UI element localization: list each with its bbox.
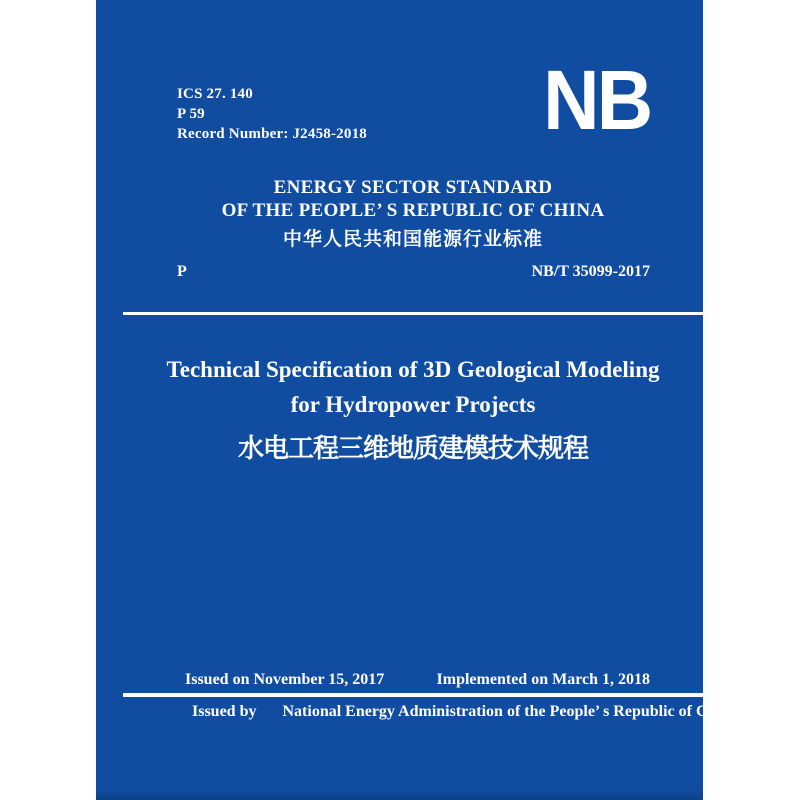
standard-number-row <box>177 262 650 282</box>
standard-number: NB/T 35099-2017 <box>531 263 650 280</box>
standard-heading-en-line2: OF THE PEOPLE’ S REPUBLIC OF CHINA <box>221 200 605 221</box>
class-letter: P <box>177 263 187 280</box>
classification-code: P 59 <box>177 106 205 122</box>
bottom-divider-line <box>123 693 703 697</box>
issued-date: Issued on November 15, 2017 <box>185 671 385 688</box>
top-divider-line <box>123 312 703 315</box>
main-title-en-line2: for Hydropower Projects <box>290 392 536 417</box>
issued-by-value: National Energy Administration of the People’ s Republic of China <box>282 703 738 720</box>
main-title <box>123 352 703 466</box>
issued-by-row <box>192 701 738 723</box>
ics-code: ICS 27. 140 <box>177 86 253 102</box>
record-number: Record Number: J2458-2018 <box>177 126 367 142</box>
dates-row <box>185 670 650 690</box>
code-block <box>177 84 367 144</box>
standard-heading-zh: 中华人民共和国能源行业标准 <box>282 229 543 250</box>
standard-heading <box>123 176 703 252</box>
main-title-zh: 水电工程三维地质建模技术规程 <box>237 433 588 463</box>
standard-cover-page <box>96 0 738 800</box>
nb-logo: NB <box>542 53 650 147</box>
standard-heading-en-line1: ENERGY SECTOR STANDARD <box>273 177 553 198</box>
implemented-date: Implemented on March 1, 2018 <box>436 671 650 688</box>
main-title-en-line1: Technical Specification of 3D Geological Modeling <box>166 357 660 382</box>
issued-by-label: Issued by <box>192 703 257 720</box>
